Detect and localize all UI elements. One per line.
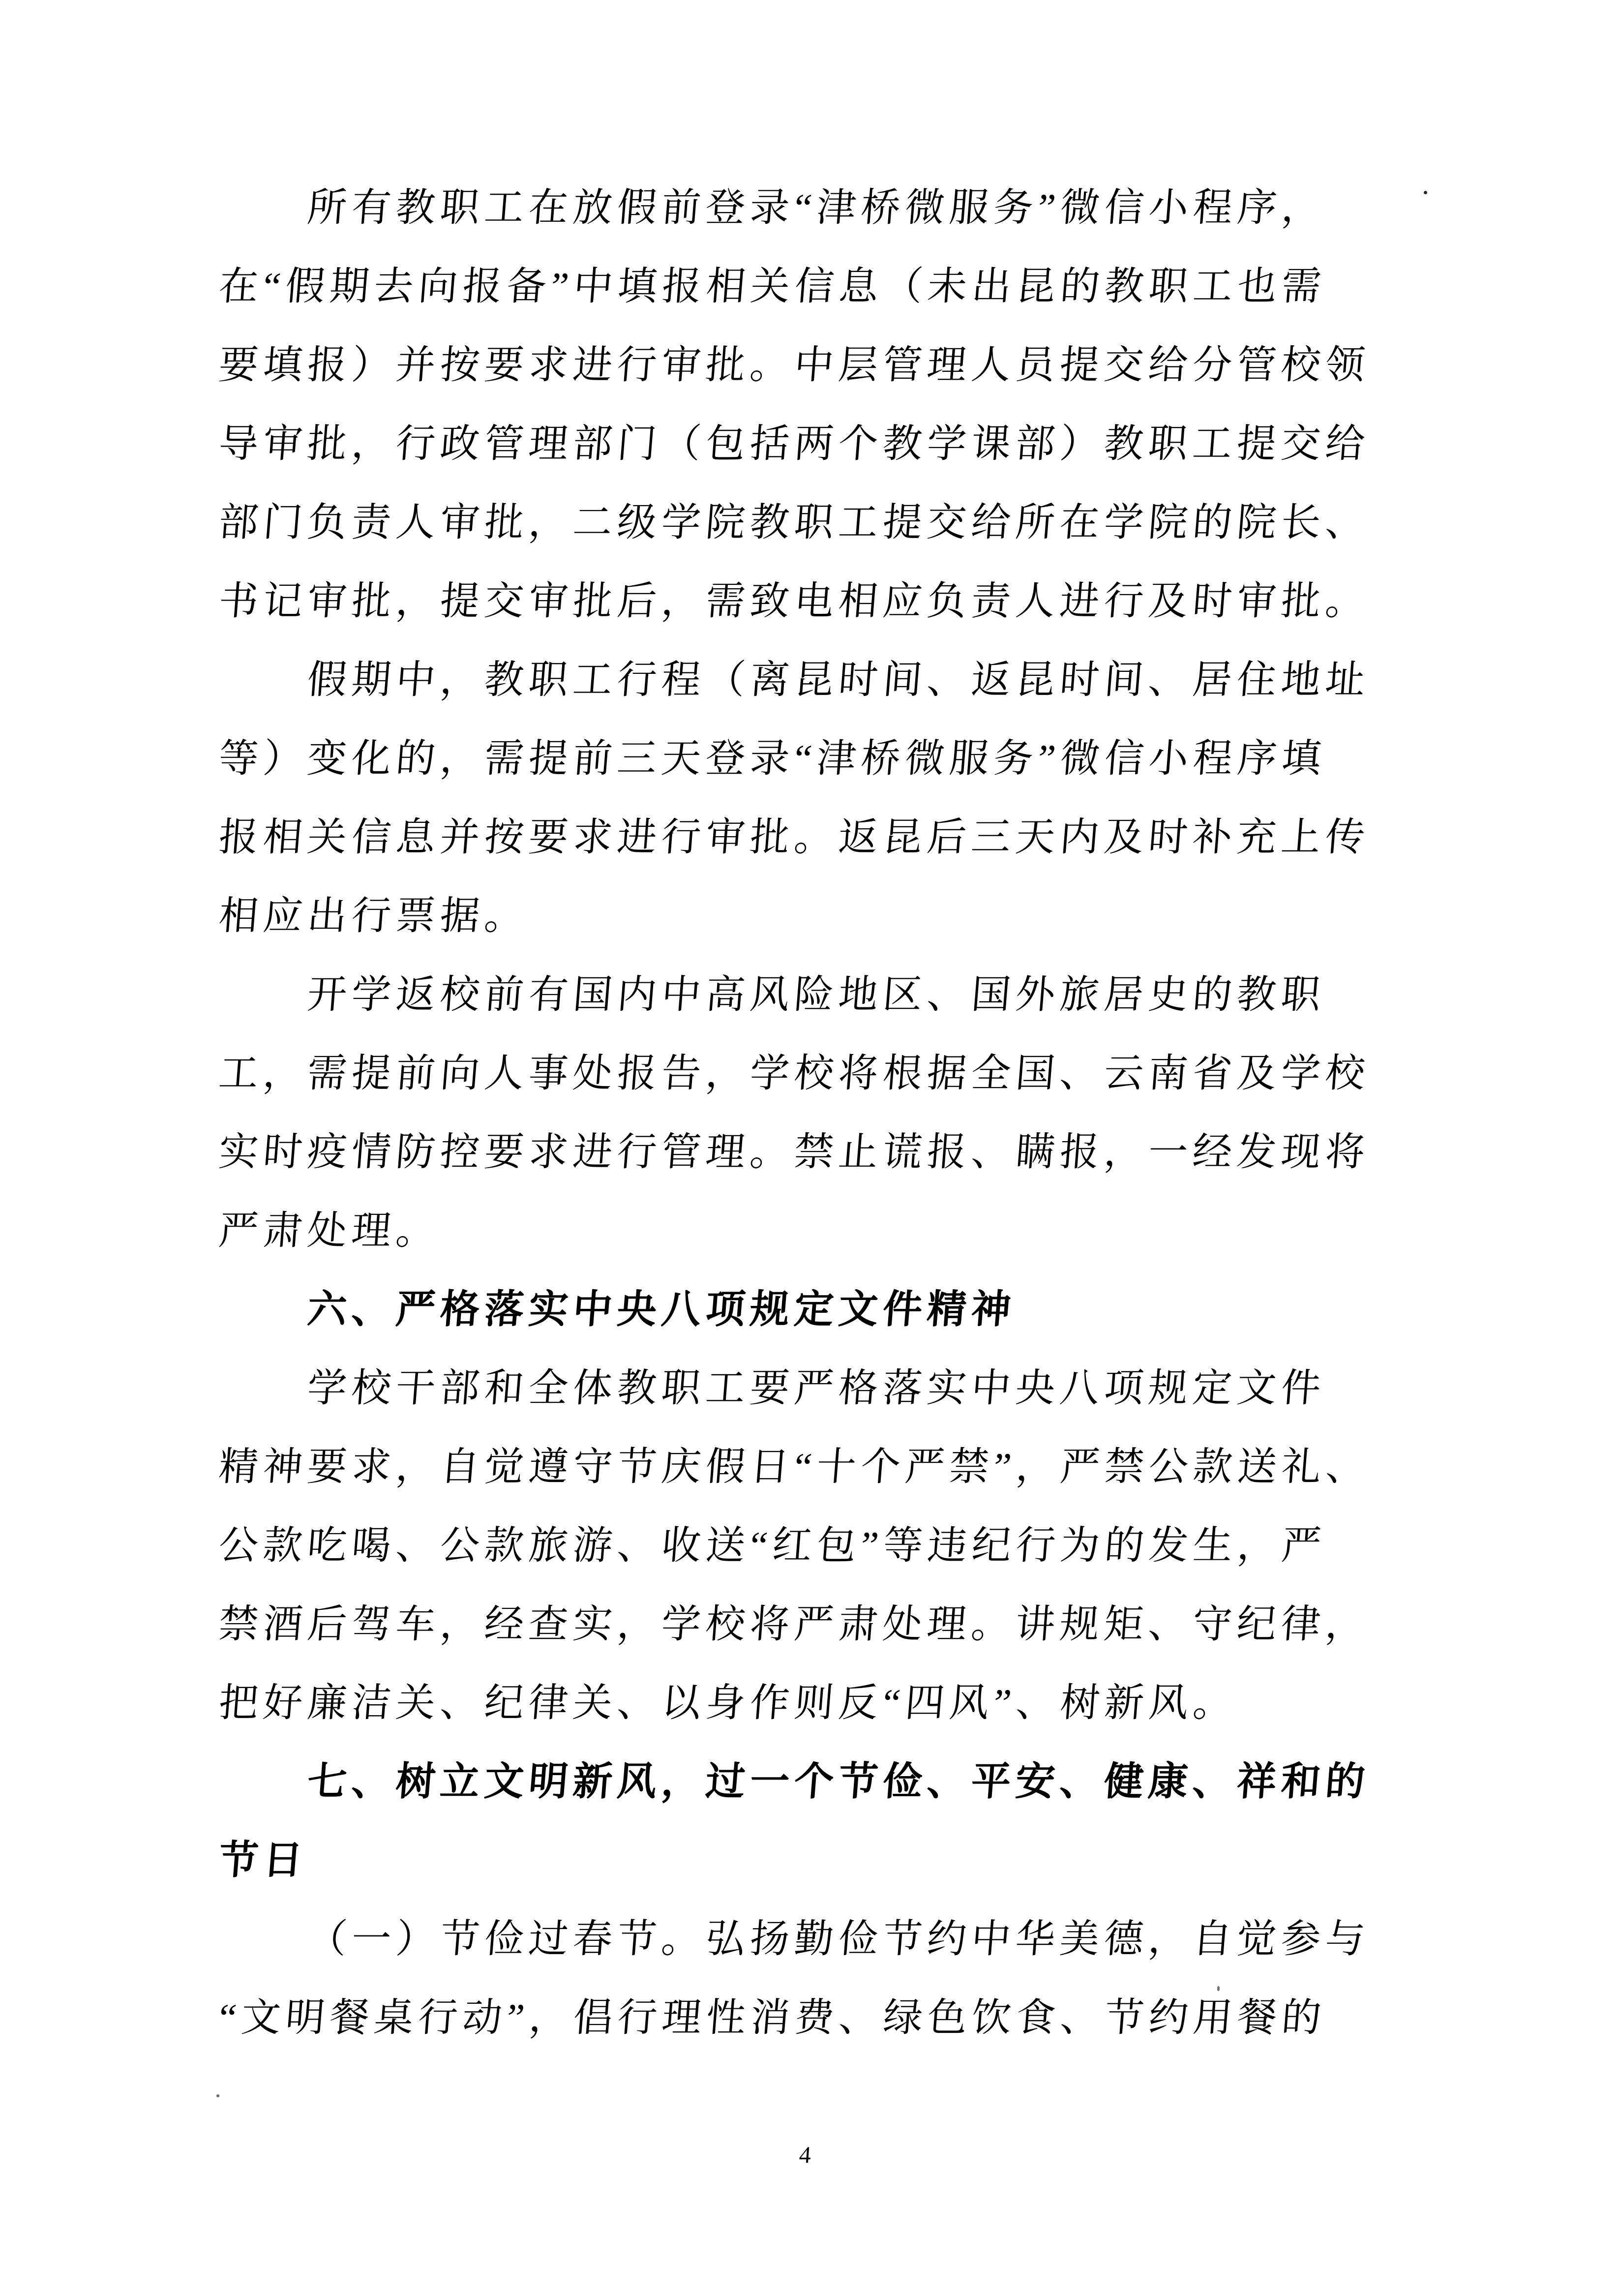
scan-artifact-dot — [1217, 1986, 1220, 1991]
text-line: 导审批，行政管理部门（包括两个教学课部）教职工提交给 — [217, 423, 1372, 466]
section-heading: 六、严格落实中央八项规定文件精神 — [305, 1288, 1018, 1331]
scan-artifact-dot — [1424, 191, 1427, 194]
text-line: 学校干部和全体教职工要严格落实中央八项规定文件 — [305, 1367, 1327, 1410]
page-number: 4 — [798, 2142, 812, 2168]
text-line: 相应出行票据。 — [217, 895, 531, 938]
text-line: （一）节俭过春节。弘扬勤俭节约中华美德，自觉参与 — [305, 1918, 1372, 1961]
text-line: 禁酒后驾车，经查实，学校将严肃处理。讲规矩、守纪律， — [217, 1603, 1372, 1646]
text-line: 报相关信息并按要求进行审批。返昆后三天内及时补充上传 — [217, 816, 1372, 859]
section-heading: 七、树立文明新风，过一个节俭、平安、健康、祥和的 — [305, 1760, 1372, 1804]
text-line: 要填报）并按要求进行审批。中层管理人员提交给分管校领 — [217, 344, 1372, 387]
section-heading: 节日 — [217, 1839, 309, 1882]
text-line: 实时疫情防控要求进行管理。禁止谎报、瞒报，一经发现将 — [217, 1131, 1372, 1174]
text-line: 工，需提前向人事处报告，学校将根据全国、云南省及学校 — [217, 1052, 1372, 1095]
text-line: 等）变化的，需提前三天登录“津桥微服务”微信小程序填 — [217, 737, 1328, 781]
text-line: 书记审批，提交审批后，需致电相应负责人进行及时审批。 — [217, 580, 1372, 623]
text-line: 公款吃喝、公款旅游、收送“红包”等违纪行为的发生，严 — [217, 1524, 1328, 1568]
text-line: 严肃处理。 — [217, 1209, 442, 1253]
text-line: 假期中，教职工行程（离昆时间、返昆时间、居住地址 — [305, 659, 1372, 702]
text-line: 部门负责人审批，二级学院教职工提交给所在学院的院长、 — [217, 501, 1372, 544]
text-line: 把好廉洁关、纪律关、以身作则反“四风”、树新风。 — [217, 1682, 1239, 1725]
text-line: “文明餐桌行动”，倡行理性消费、绿色饮食、节约用餐的 — [217, 1996, 1328, 2040]
text-line: 所有教职工在放假前登录“津桥微服务”微信小程序， — [305, 186, 1328, 230]
text-line: 在“假期去向报备”中填报相关信息（未出昆的教职工也需 — [217, 265, 1328, 308]
text-line: 开学返校前有国内中高风险地区、国外旅居史的教职 — [305, 973, 1327, 1017]
document-body — [219, 169, 1409, 2057]
scan-artifact-dot — [216, 2094, 219, 2097]
text-line: 精神要求，自觉遵守节庆假日“十个严禁”，严禁公款送礼、 — [217, 1446, 1372, 1489]
